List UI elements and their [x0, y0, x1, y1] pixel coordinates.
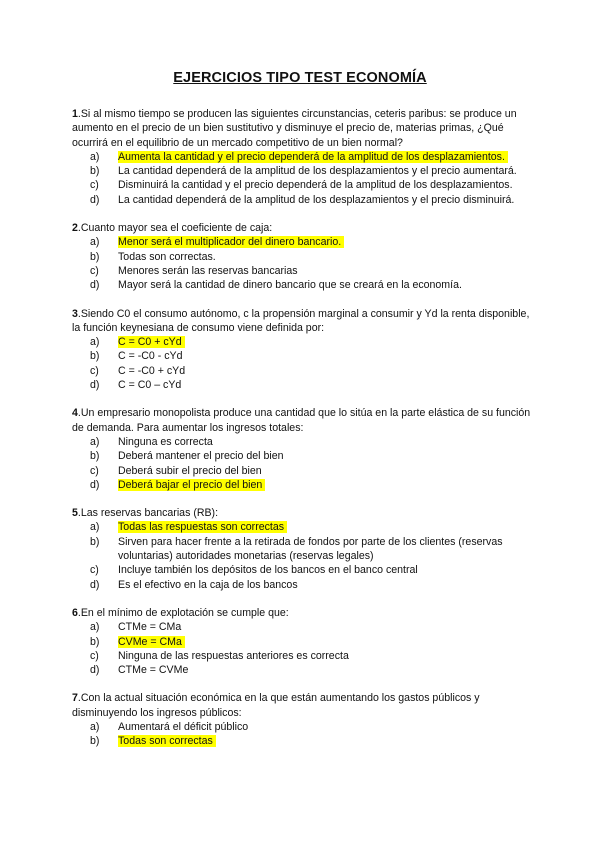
question-number: 1 [72, 108, 78, 120]
option-d [72, 663, 532, 677]
option-text-highlighted: Deberá bajar el precio del bien [118, 479, 265, 491]
question-5 [72, 506, 532, 592]
option-a [72, 150, 532, 164]
option-letter: d) [90, 279, 100, 292]
document-title: EJERCICIOS TIPO TEST ECONOMÍA [173, 70, 427, 86]
option-letter: b) [90, 350, 100, 363]
option-letter: d) [90, 578, 100, 591]
option-list [72, 335, 532, 392]
option-letter: b) [90, 635, 100, 648]
question-body: .Las reservas bancarias (RB): [77, 507, 219, 520]
option-letter: b) [90, 735, 100, 748]
question-7 [72, 691, 532, 748]
question-text [72, 691, 532, 720]
option-list [72, 620, 532, 677]
option-b [72, 250, 532, 264]
option-text-highlighted: Menor será el multiplicador del dinero bancario. [118, 236, 344, 248]
option-text: CTMe = CMa [118, 621, 182, 634]
question-6 [72, 606, 532, 677]
option-d [72, 193, 532, 207]
option-text-highlighted: CVMe = CMa [118, 636, 185, 648]
option-c [72, 364, 532, 378]
option-text-highlighted: Aumenta la cantidad y el precio dependerá de la amplitud de los desplazamientos. [118, 151, 508, 163]
option-list [72, 720, 532, 749]
option-a [72, 235, 532, 249]
option-text: Mayor será la cantidad de dinero bancario que se creará en la economía. [118, 279, 462, 292]
option-c [72, 464, 532, 478]
option-letter: c) [90, 564, 99, 577]
option-b [72, 349, 532, 363]
option-letter: d) [90, 193, 100, 206]
option-letter: c) [90, 649, 99, 662]
option-list [72, 150, 532, 207]
option-letter: c) [90, 364, 99, 377]
option-d [72, 378, 532, 392]
question-number: 4 [72, 407, 78, 420]
option-d [72, 278, 532, 292]
option-b [72, 535, 532, 564]
question-text [72, 606, 532, 620]
question-text [72, 406, 532, 435]
question-number: 5 [72, 507, 78, 520]
option-letter: d) [90, 664, 100, 677]
option-a [72, 520, 532, 534]
question-body: .Cuanto mayor sea el coeficiente de caja: [77, 222, 273, 235]
option-text: Ninguna de las respuestas anteriores es correcta [118, 649, 349, 662]
option-letter: a) [90, 435, 100, 448]
question-text [72, 506, 532, 520]
option-text: Aumentará el déficit público [118, 720, 249, 733]
option-d [72, 478, 532, 492]
question-body: .Si al mismo tiempo se producen las siguientes circunstancias, ceteris paribus: se produce un aumento en el precio de un bien sustitutivo y disminuye el precio de, materias primas, ¿Qué ocurrirá en el equilibrio de un mercado competitivo de un bien normal? [72, 108, 517, 149]
option-text-highlighted: Todas son correctas [118, 735, 216, 747]
option-text: CTMe = CVMe [118, 664, 189, 677]
option-letter: b) [90, 450, 100, 463]
option-d [72, 578, 532, 592]
question-body: .En el mínimo de explotación se cumple que: [77, 606, 289, 619]
option-text: Es el efectivo en la caja de los bancos [118, 578, 298, 591]
option-text: Menores serán las reservas bancarias [118, 264, 298, 277]
question-number: 2 [72, 222, 78, 235]
option-letter: a) [90, 521, 100, 534]
option-letter: d) [90, 478, 100, 491]
option-letter: a) [90, 236, 100, 249]
option-text: La cantidad dependerá de la amplitud de los desplazamientos y el precio aumentará. [118, 165, 517, 178]
option-list [72, 235, 532, 292]
question-text [72, 107, 532, 150]
question-body: .Un empresario monopolista produce una cantidad que lo sitúa en la parte elástica de su función de demanda. Para aumentar los ingresos totales: [72, 407, 531, 434]
question-text [72, 307, 532, 336]
option-text: Todas son correctas. [118, 250, 216, 263]
question-number: 7 [72, 692, 78, 705]
question-number: 6 [72, 606, 78, 619]
option-list [72, 435, 532, 492]
option-text: Ninguna es correcta [118, 435, 213, 448]
question-list [72, 107, 532, 763]
option-text: Disminuirá la cantidad y el precio dependerá de la amplitud de los desplazamientos. [118, 179, 513, 192]
option-text: La cantidad dependerá de la amplitud de los desplazamientos y el precio disminuirá. [118, 193, 515, 206]
option-c [72, 563, 532, 577]
option-text: Deberá mantener el precio del bien [118, 450, 284, 463]
option-text: C = C0 – cYd [118, 379, 182, 392]
option-letter: a) [90, 150, 100, 163]
option-a [72, 720, 532, 734]
option-b [72, 164, 532, 178]
option-a [72, 620, 532, 634]
option-a [72, 335, 532, 349]
option-letter: c) [90, 464, 99, 477]
question-4 [72, 406, 532, 492]
question-1 [72, 107, 532, 207]
question-body: .Con la actual situación económica en la que están aumentando los gastos públicos y disminuyendo los ingresos públicos: [72, 692, 480, 719]
option-text: C = -C0 - cYd [118, 350, 183, 363]
option-letter: a) [90, 621, 100, 634]
option-letter: b) [90, 535, 100, 548]
option-c [72, 264, 532, 278]
option-letter: a) [90, 336, 100, 349]
question-number: 3 [72, 307, 78, 320]
option-list [72, 520, 532, 591]
option-letter: a) [90, 720, 100, 733]
option-text-highlighted: C = C0 + cYd [118, 336, 185, 348]
option-c [72, 178, 532, 192]
option-letter: b) [90, 165, 100, 178]
option-letter: d) [90, 379, 100, 392]
question-2 [72, 221, 532, 292]
option-text: Incluye también los depósitos de los bancos en el banco central [118, 564, 418, 577]
option-letter: b) [90, 250, 100, 263]
option-text: Sirven para hacer frente a la retirada de fondos por parte de los clientes (reservas voluntarias) autoridades monetarias (reservas legales) [118, 535, 503, 563]
option-b [72, 449, 532, 463]
option-c [72, 649, 532, 663]
option-a [72, 435, 532, 449]
question-3 [72, 307, 532, 393]
option-letter: c) [90, 264, 99, 277]
option-text: Deberá subir el precio del bien [118, 464, 262, 477]
option-b [72, 734, 532, 748]
option-letter: c) [90, 179, 99, 192]
option-text: C = -C0 + cYd [118, 364, 186, 377]
question-body: .Siendo C0 el consumo autónomo, c la propensión marginal a consumir y Yd la renta disponible, la función keynesiana de consumo viene definida por: [72, 307, 530, 334]
option-text-highlighted: Todas las respuestas son correctas [118, 521, 287, 533]
option-b [72, 635, 532, 649]
question-text [72, 221, 532, 235]
